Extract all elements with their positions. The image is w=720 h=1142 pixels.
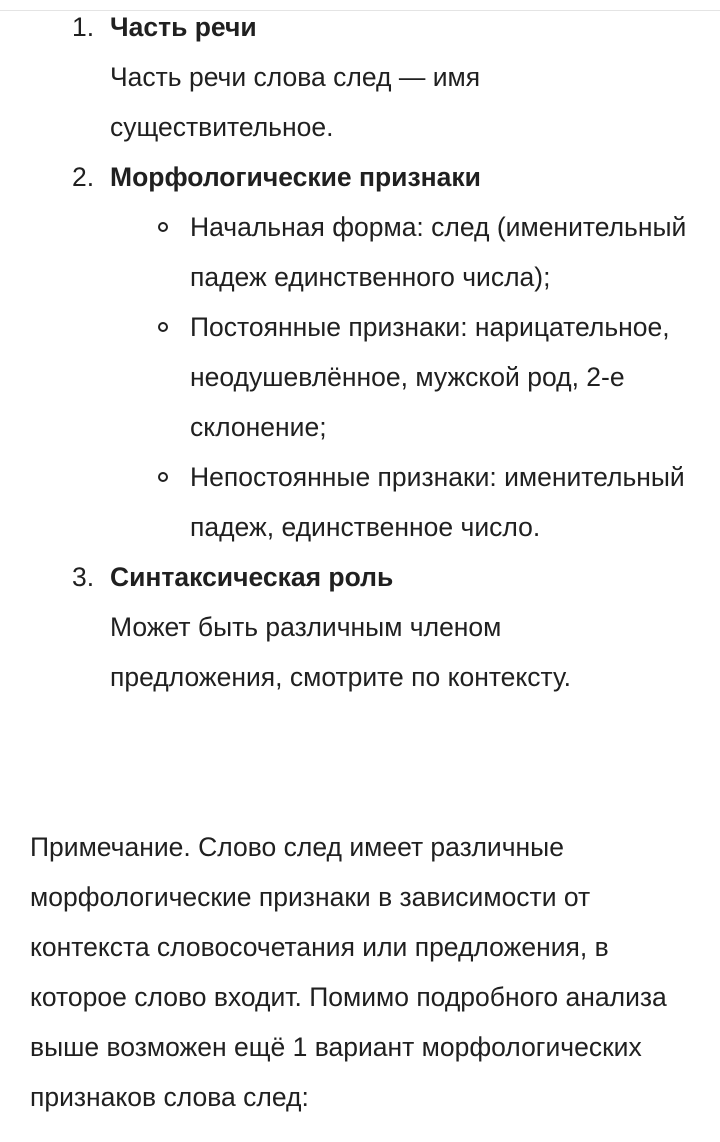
hollow-bullet-icon: [158, 472, 168, 482]
outline-item-part-of-speech: [0, 2, 720, 152]
hollow-bullet-icon: [158, 322, 168, 332]
outline-item-morphology: [0, 152, 720, 552]
sublist-item-text: Постоянные признаки: нарицательное, неодушевлённое, мужской род, 2-е склонение;: [190, 312, 670, 442]
item-heading: Синтаксическая роль: [110, 562, 394, 592]
item-heading: Морфологические признаки: [110, 162, 481, 192]
sublist-item-text: Начальная форма: след (именительный падеж единственного числа);: [190, 212, 687, 292]
item-number: 3.: [72, 562, 95, 592]
item-heading: Часть речи: [110, 12, 257, 42]
item-text: Может быть различным членом предложения, смотрите по контексту.: [110, 612, 571, 692]
note-paragraph: Примечание. Слово след имеет различные морфологические признаки в зависимости от контекста словосочетания или предложения, в которое слово входит. Помимо подробного анализа выше возможен ещё 1 вариант морфологических признаков слова след:: [30, 832, 667, 1112]
sublist-item-text: Непостоянные признаки: именительный падеж, единственное число.: [190, 462, 685, 542]
sublist-item: [110, 452, 710, 552]
item-text: Часть речи слова след — имя существительное.: [110, 62, 481, 142]
outline-item-syntax-role: [0, 552, 720, 702]
analysis-outline: [0, 2, 720, 702]
analysis-content: [0, 2, 720, 702]
morphology-sublist: [0, 202, 720, 552]
sublist-item: [110, 302, 710, 452]
item-number: 2.: [72, 162, 95, 192]
sublist-item: [110, 202, 710, 302]
hollow-bullet-icon: [158, 222, 168, 232]
item-number: 1.: [72, 12, 95, 42]
